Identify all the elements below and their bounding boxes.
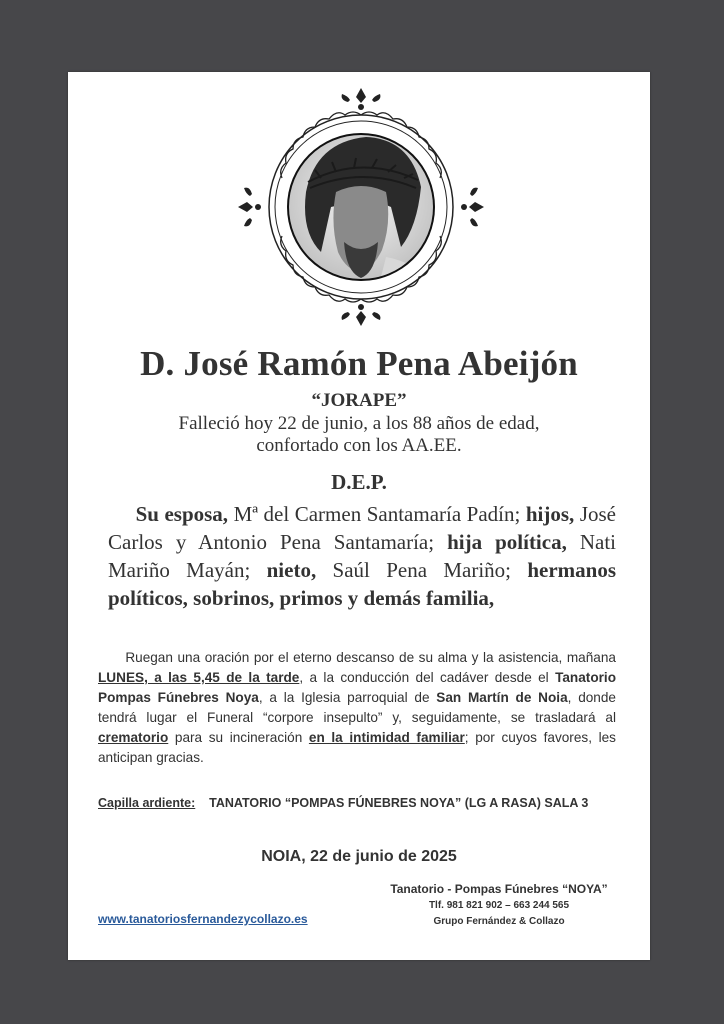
funeral-home-phone: Tlf. 981 821 902 – 663 244 565 <box>428 900 570 911</box>
family-paragraph <box>108 500 616 612</box>
funeral-home-name: Tanatorio - Pompas Fúnebres “NOYA” <box>390 882 608 896</box>
prayer-text-1: Ruegan una oración por el eterno descanso de su alma y la asistencia, mañana <box>125 650 616 665</box>
deceased-nickname: “JORAPE” <box>311 390 407 411</box>
rip-heading: D.E.P. <box>331 470 387 494</box>
family-daughter-in-law-label: hija política, <box>447 530 567 554</box>
obituary-sheet <box>68 72 650 960</box>
funeral-home-block <box>364 880 634 930</box>
family-rest: hermanos políticos, sobrinos, primos y demás familia, <box>108 558 616 610</box>
deceased-name: D. José Ramón Pena Abeijón <box>140 344 578 383</box>
prayer-text-4: , donde tendrá lugar el Funeral “corpore insepulto” y, seguidamente, se trasladará al <box>98 690 616 725</box>
portrait-frame <box>236 82 486 332</box>
crematorium: crematorio <box>98 730 169 745</box>
death-line-1: Falleció hoy 22 de junio, a los 88 años de edad, <box>178 413 540 434</box>
chapel-value: TANATORIO “POMPAS FÚNEBRES NOYA” (LG A RASA) SALA 3 <box>209 796 589 810</box>
family-wife: Mª del Carmen Santamaría Padín; <box>228 502 521 526</box>
prayer-text-2: , a la conducción del cadáver desde el <box>299 670 556 685</box>
family-grandson: Saúl Pena Mariño; <box>316 558 511 582</box>
private-family: en la intimidad familiar <box>308 730 465 745</box>
death-line-2: confortado con los AA.EE. <box>256 435 462 456</box>
family-wife-label: Su esposa, <box>135 502 229 526</box>
church-name: San Martín de Noia <box>436 690 568 705</box>
service-time: LUNES, a las 5,45 de la tarde <box>98 670 300 685</box>
family-daughter-in-law: Nati Mariño Mayán; <box>108 530 616 582</box>
prayer-paragraph <box>98 648 616 768</box>
death-notice <box>68 413 650 457</box>
prayer-text-3: , a la Iglesia parroquial de <box>258 690 437 705</box>
website-link[interactable]: www.tanatoriosfernandezycollazo.es <box>98 912 308 926</box>
family-grandson-label: nieto, <box>266 558 317 582</box>
family-children-label: hijos, <box>525 502 575 526</box>
prayer-text-5: para su incineración <box>168 730 309 745</box>
funeral-group: Grupo Fernández & Collazo <box>433 916 565 927</box>
christ-crown-of-thorns-image <box>236 82 486 332</box>
funeral-home: Tanatorio Pompas Fúnebres Noya <box>98 670 616 705</box>
family-children: José Carlos y Antonio Pena Santamaría; <box>108 502 616 554</box>
chapel-info <box>98 794 616 813</box>
prayer-text-6: ; por cuyos favores, les anticipan gracias. <box>98 730 616 765</box>
chapel-label: Capilla ardiente: <box>98 796 196 810</box>
notice-date: NOIA, 22 de junio de 2025 <box>261 848 457 865</box>
